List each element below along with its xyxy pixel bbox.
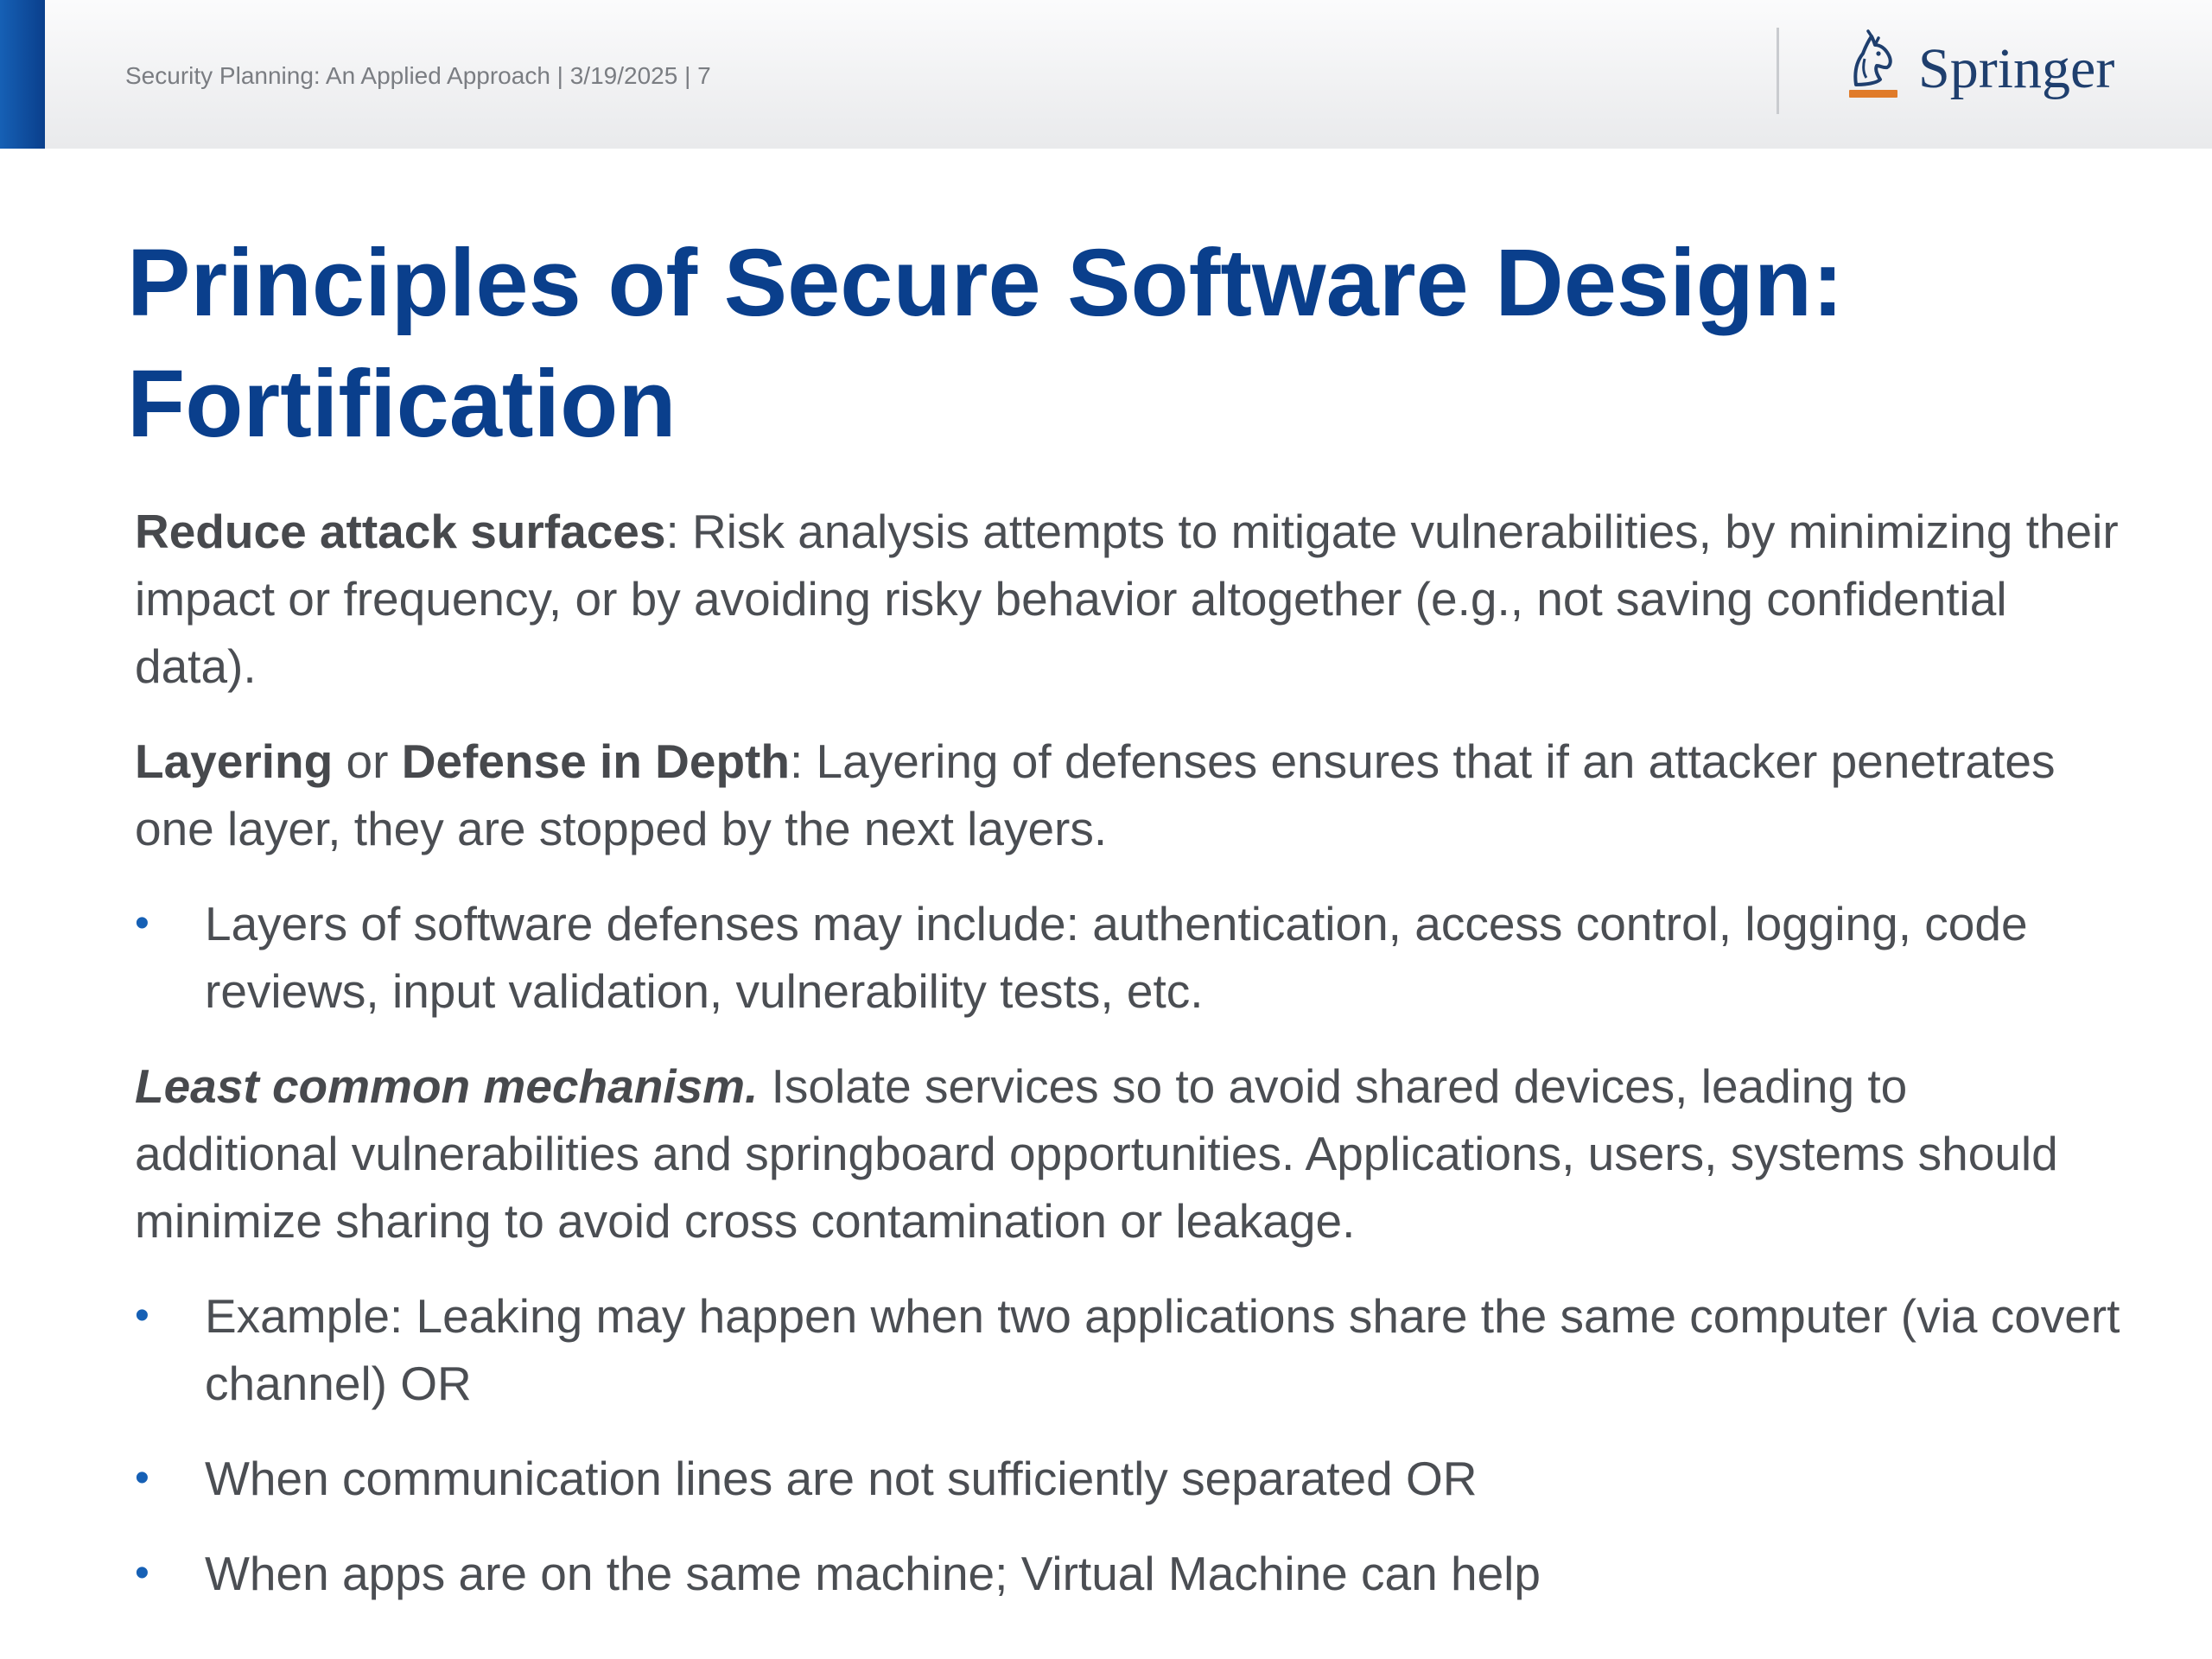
bullet-text: When apps are on the same machine; Virtual Machine can help [205, 1547, 1541, 1600]
bullet-text: Layers of software defenses may include: authentication, access control, logging, code reviews, input validation, vulnerability tests, etc. [205, 897, 2028, 1018]
term-least-common-mechanism: Least common mechanism. [135, 1059, 759, 1113]
connector-or: or [333, 734, 402, 788]
bullet-marker: • [135, 900, 149, 946]
paragraph-reduce-attack-surfaces [135, 498, 2122, 700]
bullet-marker: • [135, 1550, 149, 1596]
paragraph-text: : Layering of defenses ensures that if an attacker penetrates one layer, they are stopped by the next layers. [135, 734, 2056, 855]
slide-body [135, 498, 2122, 1635]
bullet-item [135, 890, 2122, 1025]
bullet-text: Example: Leaking may happen when two applications share the same computer (via covert channel) OR [205, 1289, 2120, 1410]
slide-footer: Security Planning: An Applied Approach | 3/19/2025 | 7 [125, 62, 711, 89]
bullet-item [135, 1445, 2122, 1512]
term-layering: Layering [135, 734, 334, 788]
paragraph-layering [135, 728, 2122, 862]
term-reduce-attack-surfaces: Reduce attack surfaces [135, 505, 666, 558]
slide-title [127, 223, 2114, 465]
accent-strip [0, 0, 45, 149]
bullet-marker: • [135, 1455, 149, 1501]
bullet-item [135, 1282, 2122, 1417]
header-divider [1777, 28, 1779, 114]
bullet-text: When communication lines are not sufficiently separated OR [205, 1452, 1478, 1505]
bullet-item [135, 1540, 2122, 1607]
title-line-2: Fortification [127, 351, 677, 457]
springer-logo [1837, 26, 2114, 112]
paragraph-text: Isolate services so to avoid shared devices, leading to additional vulnerabilities and springboard opportunities. Applications, users, systems should minimize sharing to avoid cross contamination or leakage. [135, 1059, 2058, 1248]
paragraph-text: : Risk analysis attempts to mitigate vulnerabilities, by minimizing their impact or frequency, or by avoiding risky behavior altogether (e.g., not saving confidential data). [135, 505, 2119, 693]
paragraph-least-common-mechanism [135, 1052, 2122, 1255]
title-line-1: Principles of Secure Software Design: [127, 230, 1844, 336]
bullet-marker: • [135, 1293, 149, 1338]
term-defense-in-depth: Defense in Depth [401, 734, 790, 788]
springer-horse-icon [1837, 28, 1906, 111]
logo-text: Springer [1918, 37, 2115, 100]
